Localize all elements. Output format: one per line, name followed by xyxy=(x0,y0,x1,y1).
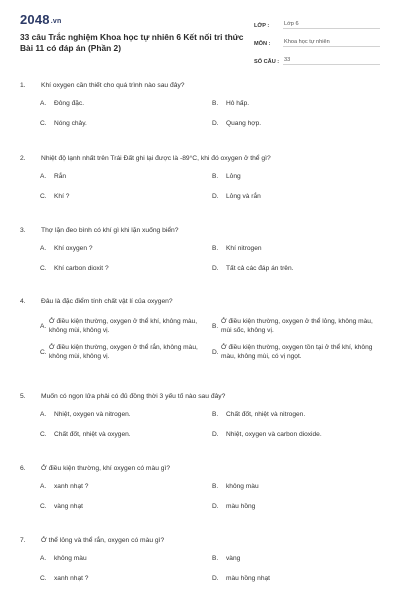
option-text: màu hồng xyxy=(226,503,256,510)
options xyxy=(20,410,382,439)
option-letter: D. xyxy=(212,575,219,582)
question-text: Ở thể lỏng và thể rắn, oxygen có màu gì? xyxy=(41,537,165,544)
meta-value: Lớp 6 xyxy=(283,21,380,29)
option-text: Nhiệt, oxygen và nitrogen. xyxy=(54,411,131,418)
option-letter: B. xyxy=(212,411,219,418)
option-c[interactable] xyxy=(40,574,212,583)
option-text: Lỏng xyxy=(226,173,241,180)
option-letter: B. xyxy=(212,483,219,490)
meta-label: SỐ CÂU : xyxy=(254,59,280,65)
question-text: Thợ lặn đeo bình có khí gì khi lặn xuống biển? xyxy=(41,227,179,234)
meta-label: MÔN : xyxy=(254,41,271,47)
option-d[interactable] xyxy=(212,343,384,361)
question-6 xyxy=(20,464,382,511)
option-letter: B. xyxy=(212,173,219,180)
question-number: 4. xyxy=(20,298,26,305)
option-a[interactable] xyxy=(40,172,212,181)
option-a[interactable] xyxy=(40,244,212,253)
option-d[interactable] xyxy=(212,574,384,583)
option-letter: A. xyxy=(40,483,47,490)
option-a[interactable] xyxy=(40,317,212,335)
option-b[interactable] xyxy=(212,317,384,335)
option-text: không màu xyxy=(54,555,87,562)
quiz-meta xyxy=(254,14,380,68)
meta-row-subject xyxy=(254,32,380,47)
option-text: Đông đặc. xyxy=(54,100,85,107)
options xyxy=(20,317,382,361)
option-letter: A. xyxy=(40,555,47,562)
option-d[interactable] xyxy=(212,502,384,511)
option-letter: B. xyxy=(212,322,219,330)
question-text: Đâu là đặc điểm tính chất vật lí của oxygen? xyxy=(41,298,173,305)
question-text: Ở điều kiện thường, khí oxygen có màu gì? xyxy=(41,465,171,472)
question-number: 1. xyxy=(20,82,26,89)
logo-text: 2048 xyxy=(20,12,50,27)
option-c[interactable] xyxy=(40,119,212,128)
option-b[interactable] xyxy=(212,99,384,108)
option-text: vàng nhạt xyxy=(54,503,83,510)
question-7 xyxy=(20,536,382,583)
meta-label: LỚP : xyxy=(254,23,270,29)
option-a[interactable] xyxy=(40,554,212,563)
option-d[interactable] xyxy=(212,430,384,439)
option-d[interactable] xyxy=(212,264,384,273)
option-text: màu hồng nhạt xyxy=(226,575,270,582)
option-text: Khí ? xyxy=(54,193,70,200)
option-d[interactable] xyxy=(212,119,384,128)
option-letter: D. xyxy=(212,503,219,510)
option-text: Khí carbon dioxit ? xyxy=(54,265,109,272)
option-text: xanh nhạt ? xyxy=(54,575,89,582)
question-text: Muốn có ngọn lửa phải có đủ đồng thời 3 yếu tố nào sau đây? xyxy=(41,393,226,400)
option-c[interactable] xyxy=(40,430,212,439)
option-b[interactable] xyxy=(212,172,384,181)
option-text: Quang hợp. xyxy=(226,120,262,127)
options xyxy=(20,99,382,128)
option-letter: B. xyxy=(212,555,219,562)
option-letter: C. xyxy=(40,193,47,200)
meta-row-grade xyxy=(254,14,380,29)
question-number: 2. xyxy=(20,155,26,162)
option-text: Ở điều kiện thường, oxygen ở thể lỏng, không màu, mùi sốc, không vị. xyxy=(221,318,373,334)
option-a[interactable] xyxy=(40,482,212,491)
option-letter: C. xyxy=(40,431,47,438)
option-text: Nhiệt, oxygen và carbon dioxide. xyxy=(226,431,322,438)
option-text: xanh nhạt ? xyxy=(54,483,89,490)
question-4 xyxy=(20,297,382,361)
option-letter: A. xyxy=(40,173,47,180)
option-letter: A. xyxy=(40,411,47,418)
option-text: Khí nitrogen xyxy=(226,245,262,252)
question-number: 3. xyxy=(20,227,26,234)
quiz-title: 33 câu Trắc nghiệm Khoa học tự nhiên 6 Kết nối tri thức Bài 11 có đáp án (Phần 2) xyxy=(20,32,244,53)
option-text: Hô hấp. xyxy=(226,100,250,107)
option-text: Nóng chảy. xyxy=(54,120,87,127)
option-letter: D. xyxy=(212,120,219,127)
option-a[interactable] xyxy=(40,99,212,108)
option-b[interactable] xyxy=(212,482,384,491)
option-text: Ở điều kiện thường, oxygen ở thể rắn, không màu, không mùi, không vị. xyxy=(49,344,198,360)
option-b[interactable] xyxy=(212,410,384,419)
option-letter: C. xyxy=(40,575,47,582)
question-5 xyxy=(20,392,382,439)
question-3 xyxy=(20,226,382,273)
option-c[interactable] xyxy=(40,343,212,361)
option-letter: D. xyxy=(212,348,219,356)
option-text: Rắn xyxy=(54,173,67,180)
option-b[interactable] xyxy=(212,554,384,563)
option-c[interactable] xyxy=(40,502,212,511)
option-letter: A. xyxy=(40,100,47,107)
option-text: vàng xyxy=(226,555,241,562)
options xyxy=(20,482,382,511)
options xyxy=(20,554,382,583)
option-letter: A. xyxy=(40,322,47,330)
options xyxy=(20,244,382,273)
question-number: 6. xyxy=(20,465,26,472)
option-letter: A. xyxy=(40,245,47,252)
option-letter: B. xyxy=(212,100,219,107)
option-letter: C. xyxy=(40,348,47,356)
option-text: Chất đốt, nhiệt và nitrogen. xyxy=(226,411,306,418)
question-1 xyxy=(20,81,382,128)
option-d[interactable] xyxy=(212,192,384,201)
option-letter: C. xyxy=(40,503,47,510)
site-logo[interactable] xyxy=(20,12,61,27)
option-letter: D. xyxy=(212,431,219,438)
option-text: Ở điều kiện thường, oxygen tồn tại ở thể khí, không màu, không mùi, có vị ngọt. xyxy=(221,344,373,360)
option-letter: D. xyxy=(212,193,219,200)
option-letter: B. xyxy=(212,245,219,252)
option-letter: D. xyxy=(212,265,219,272)
meta-value: Khoa học tự nhiên xyxy=(283,39,380,47)
meta-value: 33 xyxy=(283,57,380,65)
option-a[interactable] xyxy=(40,410,212,419)
option-text: không màu xyxy=(226,483,259,490)
options xyxy=(20,172,382,201)
option-letter: C. xyxy=(40,265,47,272)
question-text: Khí oxygen cần thiết cho quá trình nào sau đây? xyxy=(41,82,185,89)
meta-row-count xyxy=(254,50,380,65)
option-c[interactable] xyxy=(40,192,212,201)
option-text: Chất đốt, nhiệt và oxygen. xyxy=(54,431,131,438)
question-text: Nhiệt độ lạnh nhất trên Trái Đất ghi lại được là -89°C, khi đó oxygen ở thể gì? xyxy=(41,155,271,162)
option-text: Tất cả các đáp án trên. xyxy=(226,265,294,272)
option-text: Lỏng và rắn xyxy=(226,193,261,200)
option-b[interactable] xyxy=(212,244,384,253)
logo-suffix: .vn xyxy=(50,18,62,25)
option-letter: C. xyxy=(40,120,47,127)
option-text: Khí oxygen ? xyxy=(54,245,93,252)
option-c[interactable] xyxy=(40,264,212,273)
question-number: 7. xyxy=(20,537,26,544)
question-number: 5. xyxy=(20,393,26,400)
option-text: Ở điều kiện thường, oxygen ở thể khí, không màu, không mùi, không vị. xyxy=(49,318,198,334)
question-2 xyxy=(20,154,382,201)
